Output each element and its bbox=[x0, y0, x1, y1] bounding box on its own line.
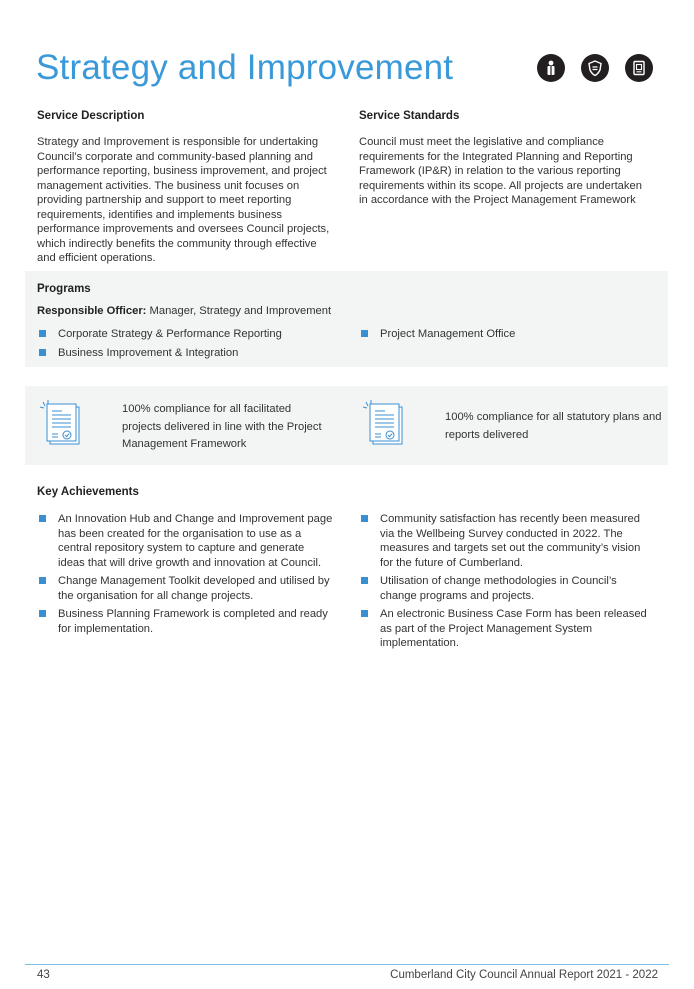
bullet-icon bbox=[39, 330, 46, 337]
report-title: Cumberland City Council Annual Report 2021 - 2022 bbox=[390, 969, 658, 981]
service-description-heading: Service Description bbox=[37, 110, 145, 122]
key-achievements-heading: Key Achievements bbox=[37, 486, 139, 498]
list-item: Project Management Office bbox=[359, 327, 659, 342]
service-standards bbox=[359, 110, 651, 208]
bullet-icon bbox=[39, 515, 46, 522]
responsible-officer bbox=[37, 304, 331, 319]
achievements-list-right bbox=[359, 512, 649, 655]
programs-heading: Programs bbox=[37, 283, 91, 295]
bullet-icon bbox=[39, 610, 46, 617]
bullet-icon bbox=[361, 330, 368, 337]
achievements-list-left bbox=[37, 512, 334, 640]
responsible-officer-label: Responsible Officer: bbox=[37, 305, 147, 317]
responsible-officer-value: Manager, Strategy and Improvement bbox=[149, 305, 332, 317]
kpi-text-2: 100% compliance for all statutory plans and reports delivered bbox=[445, 411, 662, 441]
service-standards-text: Council must meet the legislative and compliance requirements for the Integrated Planning and Reporting Framework (IP&R) in relation to the various reporting requirements within its scope. All projects are undertaken in accordance with the Project Management Framework bbox=[359, 136, 642, 206]
list-item: Business Improvement & Integration bbox=[37, 346, 335, 361]
people-icon bbox=[537, 54, 565, 82]
bullet-icon bbox=[361, 577, 368, 584]
list-item: Business Planning Framework is completed and ready for implementation. bbox=[37, 607, 334, 636]
bullet-icon bbox=[361, 610, 368, 617]
report-checklist-icon bbox=[37, 398, 87, 448]
service-description-text: Strategy and Improvement is responsible for undertaking Council’s corporate and community-based planning and performance reporting, business improvement, and project management activities. The business unit focuses on providing partnership and support to meet reporting requirements, identifies and implements business performance improvements and oversees Council projects, which indirectly benefits the community through effective and efficient operations. bbox=[37, 136, 330, 264]
kpi-text-1: 100% compliance for all facilitated projects delivered in line with the Project Management Framework bbox=[122, 403, 322, 450]
programs-list-left bbox=[37, 327, 335, 364]
shield-icon bbox=[581, 54, 609, 82]
list-item: An Innovation Hub and Change and Improvement page has been created for the organisation to use as a central repository system to capture and generate ideas that will drive growth and innovation at Council. bbox=[37, 512, 334, 570]
list-item: Change Management Toolkit developed and utilised by the organisation for all change projects. bbox=[37, 574, 334, 603]
list-item: Utilisation of change methodologies in Council’s change programs and projects. bbox=[359, 574, 649, 603]
bullet-icon bbox=[39, 577, 46, 584]
service-standards-heading: Service Standards bbox=[359, 110, 460, 122]
report-checklist-icon bbox=[360, 398, 410, 448]
page-number: 43 bbox=[37, 969, 50, 981]
list-item: An electronic Business Case Form has been released as part of the Project Management System implementation. bbox=[359, 607, 649, 651]
service-description bbox=[37, 110, 335, 266]
bullet-icon bbox=[39, 349, 46, 356]
programs-list-right bbox=[359, 327, 659, 346]
theme-icons bbox=[537, 54, 653, 82]
list-item: Corporate Strategy & Performance Reporting bbox=[37, 327, 335, 342]
list-item: Community satisfaction has recently been measured via the Wellbeing Survey conducted in 2022. The measures and targets set out the community’s vision for the future of Cumberland. bbox=[359, 512, 649, 570]
footer-divider bbox=[25, 964, 669, 965]
document-icon bbox=[625, 54, 653, 82]
page-title: Strategy and Improvement bbox=[36, 48, 454, 87]
bullet-icon bbox=[361, 515, 368, 522]
